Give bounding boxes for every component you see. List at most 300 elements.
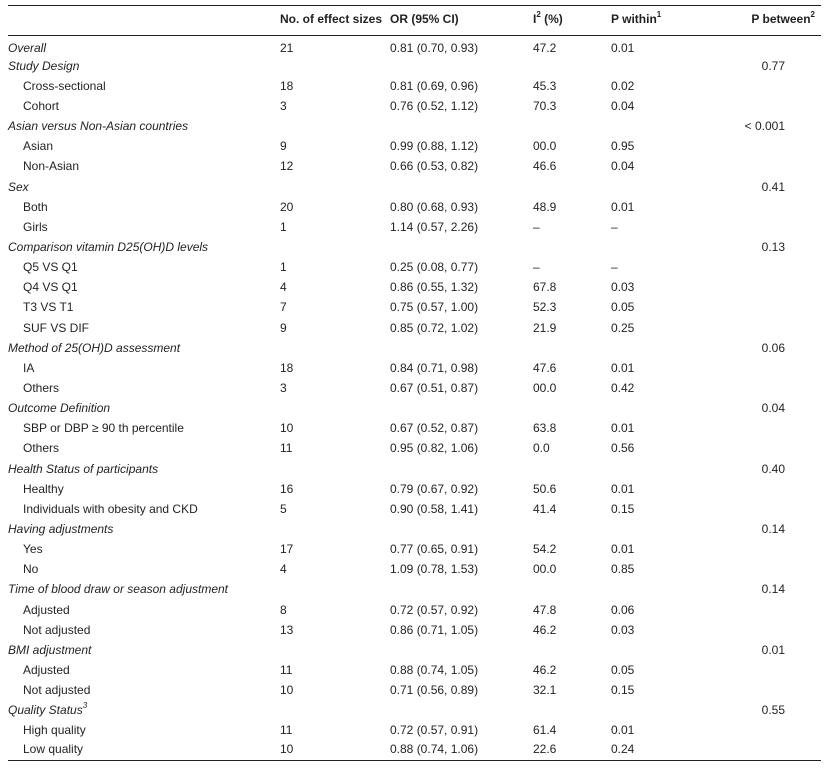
p-between-cell <box>722 277 821 297</box>
p-within-cell-text: 0.01 <box>611 40 635 55</box>
i2-cell <box>533 358 611 378</box>
table-row <box>8 237 821 257</box>
or-ci-cell <box>390 438 533 458</box>
i2-cell <box>533 640 611 660</box>
effect-sizes-cell <box>280 197 390 217</box>
row-label <box>8 56 280 76</box>
effect-sizes-cell <box>280 418 390 438</box>
or-ci-cell-text: 0.67 (0.52, 0.87) <box>390 421 479 436</box>
table-row <box>8 136 821 156</box>
or-ci-cell-text: 0.66 (0.53, 0.82) <box>390 159 479 174</box>
or-ci-cell-text: 0.85 (0.72, 1.02) <box>390 320 479 335</box>
p-between-cell <box>722 720 821 740</box>
i2-cell <box>533 539 611 559</box>
p-between-cell <box>722 700 821 720</box>
i2-cell <box>533 620 611 640</box>
i2-cell <box>533 297 611 317</box>
row-label <box>8 116 280 136</box>
i2-cell-text: 45.3 <box>533 78 557 93</box>
or-ci-cell <box>390 579 533 599</box>
or-ci-cell-text: 0.81 (0.70, 0.93) <box>390 40 479 55</box>
table-row <box>8 297 821 317</box>
p-within-cell-text: 0.42 <box>611 380 635 395</box>
i2-cell <box>533 438 611 458</box>
i2-cell <box>533 378 611 398</box>
p-within-cell <box>611 116 722 136</box>
effect-sizes-cell-text: 5 <box>280 501 287 516</box>
i2-cell-text: 46.2 <box>533 662 557 677</box>
row-label-text: Non-Asian <box>23 159 80 174</box>
i2-cell <box>533 96 611 116</box>
i2-cell-text: 41.4 <box>533 501 557 516</box>
p-between-cell-text: < 0.001 <box>744 119 785 134</box>
or-ci-cell <box>390 539 533 559</box>
p-within-cell <box>611 398 722 418</box>
effect-sizes-cell-text: 3 <box>280 380 287 395</box>
i2-cell-text: 61.4 <box>533 723 557 738</box>
row-label-text: Health Status of participants <box>8 461 159 476</box>
row-label-text: SUF VS DIF <box>23 320 90 335</box>
effect-sizes-cell-text: 4 <box>280 562 287 577</box>
header-i2-rest: (%) <box>540 12 563 26</box>
or-ci-cell-text: 0.95 (0.82, 1.06) <box>390 441 479 456</box>
row-label <box>8 176 280 196</box>
p-between-cell <box>722 257 821 277</box>
or-ci-cell <box>390 217 533 237</box>
i2-cell-text: 50.6 <box>533 481 557 496</box>
p-within-cell <box>611 700 722 720</box>
i2-cell <box>533 338 611 358</box>
p-within-cell-text: 0.15 <box>611 501 635 516</box>
effect-sizes-cell <box>280 620 390 640</box>
or-ci-cell <box>390 237 533 257</box>
p-within-cell-text: – <box>611 260 618 275</box>
or-ci-cell-text: 0.80 (0.68, 0.93) <box>390 199 479 214</box>
table-row <box>8 519 821 539</box>
table-row <box>8 620 821 640</box>
effect-sizes-cell-text: 7 <box>280 300 287 315</box>
effect-sizes-cell <box>280 539 390 559</box>
i2-cell-text: 48.9 <box>533 199 557 214</box>
i2-cell-text: 32.1 <box>533 683 557 698</box>
table-row <box>8 176 821 196</box>
effect-sizes-cell <box>280 338 390 358</box>
i2-cell <box>533 559 611 579</box>
or-ci-cell <box>390 499 533 519</box>
p-between-cell-text: 0.77 <box>761 58 785 73</box>
row-label <box>8 76 280 96</box>
row-label <box>8 680 280 700</box>
row-label <box>8 479 280 499</box>
i2-cell <box>533 237 611 257</box>
table-row <box>8 156 821 176</box>
p-within-cell <box>611 176 722 196</box>
p-within-cell <box>611 136 722 156</box>
i2-cell <box>533 217 611 237</box>
effect-sizes-cell <box>280 720 390 740</box>
p-between-cell <box>722 217 821 237</box>
i2-cell-text: – <box>533 260 540 275</box>
row-label <box>8 378 280 398</box>
row-label <box>8 660 280 680</box>
p-within-cell <box>611 338 722 358</box>
p-within-cell <box>611 479 722 499</box>
table-header <box>8 6 821 36</box>
p-within-cell <box>611 458 722 478</box>
p-between-cell <box>722 317 821 337</box>
p-between-cell <box>722 197 821 217</box>
table-row <box>8 76 821 96</box>
effect-sizes-cell <box>280 116 390 136</box>
header-label-cell <box>8 6 280 36</box>
or-ci-cell-text: 0.99 (0.88, 1.12) <box>390 139 479 154</box>
i2-cell-text: 47.8 <box>533 602 557 617</box>
header-p-between-sup: 2 <box>810 10 815 19</box>
p-between-cell-text: 0.13 <box>761 239 785 254</box>
row-label-text: Both <box>23 199 48 214</box>
p-between-cell <box>722 740 821 760</box>
effect-sizes-cell <box>280 76 390 96</box>
row-label <box>8 257 280 277</box>
p-within-cell <box>611 56 722 76</box>
table-row <box>8 458 821 478</box>
p-between-cell <box>722 479 821 499</box>
row-label <box>8 338 280 358</box>
or-ci-cell <box>390 96 533 116</box>
or-ci-cell <box>390 680 533 700</box>
i2-cell <box>533 257 611 277</box>
i2-cell-text: 63.8 <box>533 421 557 436</box>
or-ci-cell <box>390 418 533 438</box>
row-label-text: Sex <box>8 179 29 194</box>
effect-sizes-cell <box>280 660 390 680</box>
effect-sizes-cell <box>280 458 390 478</box>
table-row <box>8 700 821 720</box>
i2-cell-text: 21.9 <box>533 320 557 335</box>
header-or-ci: OR (95% CI) <box>390 6 533 36</box>
row-label-text: BMI adjustment <box>8 642 92 657</box>
row-label-text: High quality <box>23 723 86 738</box>
i2-cell <box>533 519 611 539</box>
p-between-cell <box>722 56 821 76</box>
table-row <box>8 358 821 378</box>
i2-cell <box>533 720 611 740</box>
effect-sizes-cell-text: 9 <box>280 320 287 335</box>
p-within-cell-text: 0.04 <box>611 98 635 113</box>
table-row <box>8 378 821 398</box>
row-label <box>8 720 280 740</box>
p-between-cell <box>722 579 821 599</box>
row-label-text: SBP or DBP ≥ 90 th percentile <box>23 421 184 436</box>
p-between-cell <box>722 640 821 660</box>
p-within-cell-text: 0.01 <box>611 723 635 738</box>
table-row <box>8 579 821 599</box>
or-ci-cell <box>390 479 533 499</box>
p-within-cell-text: 0.95 <box>611 139 635 154</box>
results-table-container <box>8 5 821 761</box>
p-within-cell <box>611 378 722 398</box>
i2-cell-text: 0.0 <box>533 441 550 456</box>
row-label <box>8 620 280 640</box>
p-within-cell <box>611 237 722 257</box>
or-ci-cell-text: 0.72 (0.57, 0.92) <box>390 602 479 617</box>
or-ci-cell-text: 1.09 (0.78, 1.53) <box>390 562 479 577</box>
p-between-cell <box>722 237 821 257</box>
row-label-text: No <box>23 562 39 577</box>
table-row <box>8 317 821 337</box>
or-ci-cell-text: 0.88 (0.74, 1.06) <box>390 741 479 756</box>
p-within-cell-text: 0.03 <box>611 280 635 295</box>
p-between-cell <box>722 458 821 478</box>
or-ci-cell-text: 0.76 (0.52, 1.12) <box>390 98 479 113</box>
p-within-cell-text: 0.04 <box>611 159 635 174</box>
header-p-within-sup: 1 <box>656 10 662 19</box>
or-ci-cell <box>390 720 533 740</box>
effect-sizes-cell-text: 16 <box>280 481 294 496</box>
p-within-cell-text: 0.03 <box>611 622 635 637</box>
row-label <box>8 640 280 660</box>
table-row <box>8 36 821 56</box>
or-ci-cell-text: 0.90 (0.58, 1.41) <box>390 501 479 516</box>
effect-sizes-cell <box>280 297 390 317</box>
p-between-cell <box>722 499 821 519</box>
p-within-cell-text: 0.01 <box>611 199 635 214</box>
i2-cell <box>533 398 611 418</box>
or-ci-cell-text: 0.79 (0.67, 0.92) <box>390 481 479 496</box>
effect-sizes-cell-text: 13 <box>280 622 294 637</box>
effect-sizes-cell-text: 17 <box>280 542 294 557</box>
effect-sizes-cell <box>280 257 390 277</box>
row-label-text: Adjusted <box>23 662 70 677</box>
row-label <box>8 96 280 116</box>
effect-sizes-cell <box>280 96 390 116</box>
table-row <box>8 56 821 76</box>
i2-cell-text: 52.3 <box>533 300 557 315</box>
effect-sizes-cell <box>280 317 390 337</box>
row-label-text: Asian versus Non-Asian countries <box>8 119 189 134</box>
p-within-cell <box>611 539 722 559</box>
or-ci-cell <box>390 317 533 337</box>
p-within-cell-text: 0.56 <box>611 441 635 456</box>
p-between-cell <box>722 539 821 559</box>
p-within-cell-text: 0.01 <box>611 421 635 436</box>
header-p-within <box>611 6 722 36</box>
table-row <box>8 720 821 740</box>
p-within-cell-text: 0.15 <box>611 683 635 698</box>
row-label-text: Not adjusted <box>23 683 91 698</box>
row-label-text: Method of 25(OH)D assessment <box>8 340 181 355</box>
or-ci-cell <box>390 56 533 76</box>
row-label <box>8 358 280 378</box>
p-between-cell-text: 0.40 <box>761 461 785 476</box>
p-within-cell <box>611 519 722 539</box>
effect-sizes-cell <box>280 136 390 156</box>
p-between-cell <box>722 136 821 156</box>
row-label-sup: 3 <box>82 701 88 711</box>
effect-sizes-cell <box>280 519 390 539</box>
or-ci-cell-text: 0.81 (0.69, 0.96) <box>390 78 479 93</box>
p-between-cell-text: 0.14 <box>761 582 785 597</box>
row-label <box>8 136 280 156</box>
or-ci-cell <box>390 197 533 217</box>
or-ci-cell-text: 0.88 (0.74, 1.05) <box>390 662 479 677</box>
p-within-cell <box>611 257 722 277</box>
table-row <box>8 418 821 438</box>
p-within-cell <box>611 680 722 700</box>
p-between-cell <box>722 599 821 619</box>
p-between-cell <box>722 338 821 358</box>
p-within-cell-text: 0.05 <box>611 300 635 315</box>
p-between-cell <box>722 156 821 176</box>
p-between-cell <box>722 519 821 539</box>
table-body <box>8 36 821 761</box>
header-p-between-label: P between <box>751 12 811 26</box>
effect-sizes-cell <box>280 176 390 196</box>
table-row <box>8 217 821 237</box>
p-within-cell-text: 0.24 <box>611 741 635 756</box>
i2-cell <box>533 418 611 438</box>
p-within-cell <box>611 297 722 317</box>
row-label-text: Outcome Definition <box>8 401 111 416</box>
effect-sizes-cell <box>280 36 390 56</box>
header-p-between <box>722 6 821 36</box>
p-within-cell <box>611 499 722 519</box>
effect-sizes-cell-text: 18 <box>280 360 294 375</box>
row-label-text: T3 VS T1 <box>23 300 74 315</box>
header-p-within-label: P within <box>611 12 657 26</box>
table-row <box>8 680 821 700</box>
table-row <box>8 398 821 418</box>
row-label-text: IA <box>23 360 35 375</box>
or-ci-cell <box>390 700 533 720</box>
effect-sizes-cell <box>280 277 390 297</box>
p-within-cell <box>611 36 722 56</box>
i2-cell <box>533 700 611 720</box>
i2-cell <box>533 197 611 217</box>
or-ci-cell <box>390 257 533 277</box>
effect-sizes-cell-text: 10 <box>280 741 294 756</box>
i2-cell-text: 70.3 <box>533 98 557 113</box>
or-ci-cell-text: 1.14 (0.57, 2.26) <box>390 219 479 234</box>
i2-cell-text: 67.8 <box>533 280 557 295</box>
row-label-text: Cohort <box>23 98 60 113</box>
p-between-cell-text: 0.01 <box>761 642 785 657</box>
row-label <box>8 700 280 720</box>
p-within-cell-text: 0.01 <box>611 481 635 496</box>
p-between-cell-text: 0.14 <box>761 521 785 536</box>
row-label-text: Low quality <box>23 741 84 756</box>
effect-sizes-cell-text: 18 <box>280 78 294 93</box>
p-within-cell <box>611 156 722 176</box>
row-label-text: Cross-sectional <box>23 78 106 93</box>
i2-cell <box>533 116 611 136</box>
or-ci-cell <box>390 116 533 136</box>
header-effect-sizes: No. of effect sizes <box>280 6 390 36</box>
or-ci-cell <box>390 620 533 640</box>
i2-cell-text: 00.0 <box>533 562 557 577</box>
effect-sizes-cell-text: 8 <box>280 602 287 617</box>
header-i2 <box>533 6 611 36</box>
row-label-text: Comparison vitamin D25(OH)D levels <box>8 239 209 254</box>
i2-cell <box>533 579 611 599</box>
i2-cell <box>533 56 611 76</box>
row-label-text: Q4 VS Q1 <box>23 280 78 295</box>
row-label-text: Healthy <box>23 481 64 496</box>
or-ci-cell <box>390 36 533 56</box>
p-between-cell <box>722 559 821 579</box>
table-row <box>8 277 821 297</box>
row-label <box>8 297 280 317</box>
or-ci-cell <box>390 156 533 176</box>
effect-sizes-cell-text: 12 <box>280 159 294 174</box>
or-ci-cell <box>390 358 533 378</box>
i2-cell <box>533 176 611 196</box>
effect-sizes-cell-text: 21 <box>280 40 294 55</box>
p-within-cell <box>611 76 722 96</box>
p-between-cell-text: 0.04 <box>761 401 785 416</box>
table-row <box>8 257 821 277</box>
row-label <box>8 217 280 237</box>
row-label <box>8 559 280 579</box>
row-label-text: Others <box>23 380 60 395</box>
effect-sizes-cell <box>280 156 390 176</box>
or-ci-cell <box>390 338 533 358</box>
p-between-cell <box>722 76 821 96</box>
row-label-text: Q5 VS Q1 <box>23 260 78 275</box>
table-row <box>8 197 821 217</box>
i2-cell-text: 47.6 <box>533 360 557 375</box>
row-label <box>8 277 280 297</box>
row-label-text: Others <box>23 441 60 456</box>
row-label <box>8 579 280 599</box>
i2-cell-text: – <box>533 219 540 234</box>
table-row <box>8 559 821 579</box>
or-ci-cell <box>390 176 533 196</box>
p-within-cell <box>611 740 722 760</box>
table-row <box>8 96 821 116</box>
p-within-cell <box>611 559 722 579</box>
or-ci-cell-text: 0.86 (0.55, 1.32) <box>390 280 479 295</box>
p-between-cell <box>722 36 821 56</box>
p-between-cell <box>722 438 821 458</box>
header-i2-main: I <box>533 12 537 26</box>
effect-sizes-cell <box>280 499 390 519</box>
or-ci-cell <box>390 740 533 760</box>
p-within-cell <box>611 197 722 217</box>
row-label <box>8 458 280 478</box>
p-within-cell <box>611 317 722 337</box>
p-within-cell-text: 0.01 <box>611 360 635 375</box>
table-row <box>8 116 821 136</box>
table-row <box>8 338 821 358</box>
row-label <box>8 317 280 337</box>
row-label-text: Study Design <box>8 58 80 73</box>
effect-sizes-cell <box>280 358 390 378</box>
i2-cell-text: 46.6 <box>533 159 557 174</box>
effect-sizes-cell <box>280 56 390 76</box>
p-between-cell-text: 0.41 <box>761 179 785 194</box>
effect-sizes-cell-text: 11 <box>280 723 293 738</box>
table-row <box>8 479 821 499</box>
p-between-cell <box>722 116 821 136</box>
effect-sizes-cell <box>280 640 390 660</box>
effect-sizes-cell <box>280 740 390 760</box>
p-within-cell-text: 0.02 <box>611 78 635 93</box>
effect-sizes-cell-text: 11 <box>280 662 293 677</box>
row-label-text: Having adjustments <box>8 521 114 536</box>
effect-sizes-cell-text: 3 <box>280 98 287 113</box>
i2-cell <box>533 599 611 619</box>
